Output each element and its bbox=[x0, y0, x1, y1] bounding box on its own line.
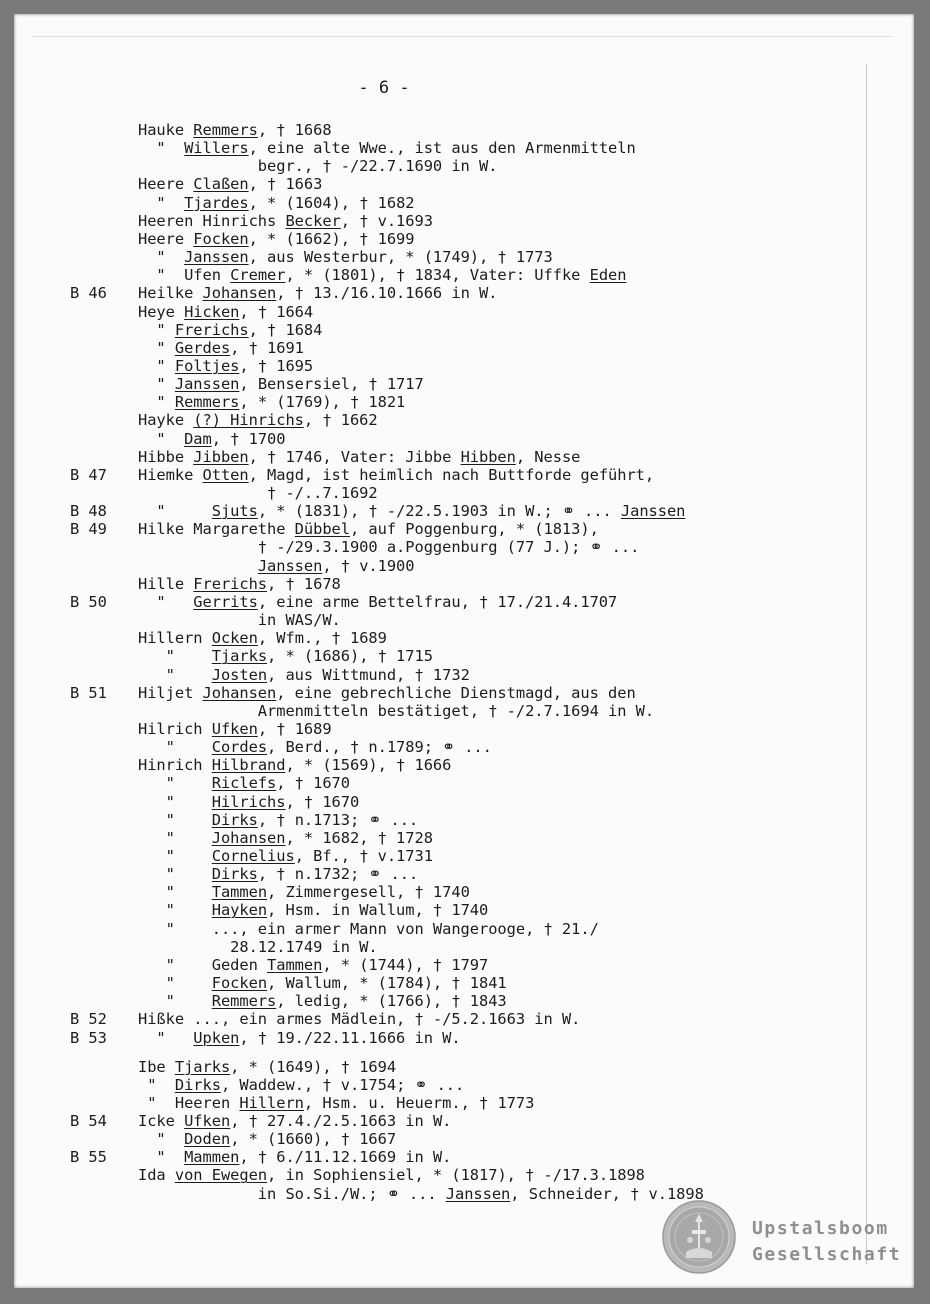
surname: Gerrits bbox=[193, 592, 258, 611]
entry-text bbox=[138, 194, 415, 212]
entry-fragment: , Magd, ist heimlich nach Buttforde geführt, bbox=[248, 465, 655, 484]
entry-fragment: , † 1684 bbox=[248, 320, 323, 339]
entry-code: B 47 bbox=[70, 465, 107, 484]
surname: Johansen bbox=[202, 284, 277, 303]
entry-text bbox=[138, 992, 507, 1010]
entry-fragment: , aus Westerbur, * (1749), † 1773 bbox=[248, 248, 553, 267]
entry-fragment: , Wallum, * (1784), † 1841 bbox=[267, 974, 507, 993]
entry-fragment: , * (1604), † 1682 bbox=[248, 193, 415, 212]
entry-fragment: , * (1686), † 1715 bbox=[267, 647, 433, 666]
surname: Foltjes bbox=[174, 356, 240, 375]
surname: Ufken bbox=[184, 1111, 231, 1130]
surname: Dirks bbox=[211, 810, 258, 829]
entry-fragment: " bbox=[138, 1130, 185, 1149]
entry-fragment: " bbox=[138, 974, 212, 993]
entry-fragment: begr., † -/22.7.1690 in W. bbox=[138, 157, 498, 176]
entry-text bbox=[138, 793, 359, 811]
entry-fragment: , † 27.4./2.5.1663 in W. bbox=[230, 1111, 452, 1130]
surname: Tjarks bbox=[211, 647, 268, 666]
surname: Claßen bbox=[193, 175, 249, 194]
entry-text bbox=[138, 303, 313, 321]
entry-fragment: , † 6./11.12.1669 in W. bbox=[239, 1148, 452, 1167]
entry-fragment: , auf Poggenburg, * (1813), bbox=[349, 520, 599, 539]
entry-text bbox=[138, 557, 415, 575]
entry-text bbox=[138, 720, 332, 738]
entry-fragment: " bbox=[138, 393, 175, 412]
entry-fragment: † -/29.3.1900 a.Poggenburg (77 J.); ⚭ ... bbox=[138, 538, 640, 557]
entry-text bbox=[138, 266, 626, 284]
entry-text bbox=[138, 1130, 396, 1148]
entry-fragment: , * (1744), † 1797 bbox=[322, 955, 489, 974]
surname: Cordes bbox=[211, 738, 268, 757]
entry-fragment: " bbox=[138, 792, 212, 811]
entry-fragment: Ibe bbox=[138, 1057, 175, 1076]
surname: Willers bbox=[184, 139, 249, 158]
entry-fragment: , * (1662), † 1699 bbox=[248, 229, 415, 248]
entry-fragment: " bbox=[138, 883, 212, 902]
surname: Remmers bbox=[211, 992, 277, 1011]
entry-text bbox=[138, 248, 553, 266]
entry-fragment: , † 1662 bbox=[303, 411, 378, 430]
entry-fragment: , † n.1732; ⚭ ... bbox=[257, 865, 419, 884]
surname: Remmers bbox=[193, 121, 258, 139]
entry-text bbox=[138, 121, 332, 139]
surname: Janssen bbox=[620, 502, 686, 521]
entry-fragment: Hayke bbox=[138, 411, 194, 430]
entry-text bbox=[138, 920, 599, 938]
surname: Josten bbox=[211, 665, 268, 684]
surname: Eden bbox=[589, 266, 627, 285]
surname: von Ewegen bbox=[174, 1166, 268, 1185]
entry-text bbox=[138, 938, 378, 956]
surname: Jibben bbox=[193, 447, 249, 466]
entry-text bbox=[138, 1112, 451, 1130]
entry-fragment: , Nesse bbox=[515, 447, 581, 466]
entry-text bbox=[138, 321, 322, 339]
entry-fragment: " Heeren bbox=[138, 1093, 240, 1112]
entry-fragment: , * (1649), † 1694 bbox=[230, 1057, 397, 1076]
entry-text bbox=[138, 139, 636, 157]
entry-code: B 54 bbox=[70, 1111, 107, 1130]
entry-text bbox=[138, 738, 492, 756]
entry-fragment: Heere bbox=[138, 175, 194, 194]
entry-fragment: , † 1700 bbox=[211, 429, 286, 448]
surname: Doden bbox=[184, 1130, 231, 1149]
entry-fragment: " bbox=[138, 338, 175, 357]
entry-fragment: , Berd., † n.1789; ⚭ ... bbox=[267, 738, 492, 757]
entry-text bbox=[138, 230, 414, 248]
entry-fragment: Heilke bbox=[138, 284, 203, 303]
surname: Ocken bbox=[211, 629, 258, 648]
surname: Hillern bbox=[239, 1093, 304, 1112]
entry-fragment: " bbox=[138, 774, 212, 793]
entry-text bbox=[138, 411, 378, 429]
entry-code: B 55 bbox=[70, 1148, 107, 1167]
entry-fragment: " bbox=[138, 738, 212, 757]
surname: Hicken bbox=[184, 302, 240, 321]
entry-text bbox=[138, 865, 418, 883]
entry-fragment: Hinrich bbox=[138, 756, 212, 775]
entry-code: B 49 bbox=[70, 520, 107, 539]
entry-fragment: Hilrich bbox=[138, 719, 212, 738]
entry-fragment: , † v.1900 bbox=[322, 556, 415, 575]
entry-fragment: , Bf., † v.1731 bbox=[294, 847, 433, 865]
entry-fragment: , † 1678 bbox=[267, 574, 341, 593]
surname: Otten bbox=[202, 465, 249, 484]
entry-fragment: 28.12.1749 in W. bbox=[138, 937, 378, 956]
entry-text bbox=[138, 1094, 534, 1112]
surname: Frerichs bbox=[174, 320, 249, 339]
page-right-rule bbox=[866, 64, 867, 1264]
surname: Dirks bbox=[211, 865, 258, 884]
surname: Cremer bbox=[230, 266, 286, 285]
entry-text bbox=[138, 538, 639, 556]
surname: Becker bbox=[285, 211, 341, 230]
surname: (?) Hinrichs bbox=[193, 411, 304, 430]
entry-text bbox=[138, 357, 313, 375]
entry-text bbox=[138, 883, 470, 901]
entry-fragment: " bbox=[138, 356, 175, 375]
entry-fragment: in WAS/W. bbox=[138, 611, 341, 630]
entry-fragment: , † 1691 bbox=[230, 338, 304, 357]
entry-fragment: , eine arme Bettelfrau, † 17./21.4.1707 bbox=[257, 592, 618, 611]
entry-fragment: , † 1664 bbox=[239, 302, 314, 321]
entry-fragment: , * 1682, † 1728 bbox=[285, 828, 433, 847]
entry-fragment: " bbox=[138, 665, 212, 684]
entry-text bbox=[138, 520, 599, 538]
entry-fragment: " Geden bbox=[138, 955, 268, 974]
entry-fragment: , * (1831), † -/22.5.1903 in W.; ⚭ ... bbox=[257, 502, 621, 521]
entry-fragment: " bbox=[138, 429, 185, 448]
entry-fragment: " bbox=[138, 193, 185, 212]
entry-fragment: " bbox=[138, 248, 185, 267]
entry-text bbox=[138, 901, 488, 919]
entry-fragment: , * (1569), † 1666 bbox=[285, 756, 452, 775]
entry-fragment: , Waddew., † v.1754; ⚭ ... bbox=[220, 1075, 465, 1094]
entry-text bbox=[138, 448, 580, 466]
entry-fragment: , Bensersiel, † 1717 bbox=[239, 375, 424, 394]
entry-fragment: , † 19./22.11.1666 in W. bbox=[239, 1028, 461, 1047]
entry-fragment: , Schneider, † v.1898 bbox=[510, 1184, 704, 1203]
entry-fragment: " bbox=[138, 375, 175, 394]
entry-fragment: Heye bbox=[138, 302, 185, 321]
surname: Focken bbox=[193, 229, 249, 248]
entry-code: B 53 bbox=[70, 1028, 107, 1047]
entry-fragment: , † 1746, Vater: Jibbe bbox=[248, 447, 461, 466]
entry-fragment: Hiemke bbox=[138, 465, 203, 484]
entry-fragment: " bbox=[138, 865, 212, 884]
entry-text bbox=[138, 829, 433, 847]
entry-fragment: " bbox=[138, 647, 212, 666]
entry-fragment: " bbox=[138, 828, 212, 847]
entry-fragment: " bbox=[138, 847, 212, 865]
entry-text bbox=[138, 756, 451, 774]
entry-text bbox=[138, 774, 350, 792]
entry-text bbox=[138, 212, 433, 230]
entry-fragment: , aus Wittmund, † 1732 bbox=[267, 665, 470, 684]
entry-text bbox=[138, 1148, 451, 1166]
entry-text bbox=[138, 629, 387, 647]
surname: Sjuts bbox=[211, 502, 258, 521]
entry-text bbox=[138, 575, 341, 593]
register-entries bbox=[14, 14, 914, 1288]
entry-text bbox=[138, 1076, 464, 1094]
entry-fragment: , Wfm., † 1689 bbox=[257, 629, 387, 648]
surname: Tjardes bbox=[184, 193, 249, 212]
entry-fragment: , † 1670 bbox=[285, 792, 360, 811]
entry-text bbox=[138, 847, 433, 865]
surname: Riclefs bbox=[211, 774, 277, 793]
entry-code: B 50 bbox=[70, 592, 107, 611]
entry-fragment: Icke bbox=[138, 1111, 185, 1130]
surname: Dirks bbox=[174, 1075, 221, 1094]
entry-fragment: , Hsm. u. Heuerm., † 1773 bbox=[303, 1093, 535, 1112]
surname: Dübbel bbox=[294, 520, 350, 539]
entry-fragment: Hibbe bbox=[138, 447, 194, 466]
entry-text bbox=[138, 339, 304, 357]
entry-text bbox=[138, 1185, 704, 1203]
entry-fragment: , * (1801), † 1834, Vater: Uffke bbox=[285, 266, 590, 285]
entry-fragment: , † 1663 bbox=[248, 175, 323, 194]
entry-text bbox=[138, 502, 685, 520]
entry-fragment: " bbox=[138, 502, 212, 521]
entry-text bbox=[138, 702, 654, 720]
entry-fragment: , ledig, * (1766), † 1843 bbox=[276, 992, 507, 1011]
entry-text bbox=[138, 647, 433, 665]
entry-text bbox=[138, 284, 497, 302]
surname: Johansen bbox=[211, 828, 286, 847]
page-number: - 6 - bbox=[358, 78, 410, 98]
entry-code: B 51 bbox=[70, 683, 107, 702]
entry-fragment: , * (1769), † 1821 bbox=[239, 393, 406, 412]
entry-fragment: " bbox=[138, 139, 185, 158]
surname: Tammen bbox=[211, 883, 268, 902]
entry-text bbox=[138, 430, 285, 448]
entry-fragment: Hiljet bbox=[138, 683, 203, 702]
entry-fragment: , † 1695 bbox=[239, 356, 314, 375]
entry-fragment: Hißke ..., ein armes Mädlein, † -/5.2.1663 in W. bbox=[138, 1010, 581, 1029]
surname: Hibben bbox=[460, 447, 516, 466]
entry-fragment: , eine gebrechliche Dienstmagd, aus den bbox=[276, 683, 636, 702]
entry-fragment: , † v.1693 bbox=[340, 211, 433, 230]
entry-fragment: " bbox=[138, 810, 212, 829]
entry-fragment: " Ufen bbox=[138, 266, 231, 285]
document-page bbox=[14, 14, 914, 1288]
entry-fragment: , * (1660), † 1667 bbox=[230, 1130, 397, 1149]
surname: Hilbrand bbox=[211, 756, 286, 775]
entry-fragment: " bbox=[138, 901, 212, 920]
upstalsboom-seal-icon bbox=[662, 1200, 736, 1274]
entry-text bbox=[138, 956, 488, 974]
entry-text bbox=[138, 666, 470, 684]
entry-fragment: , † 13./16.10.1666 in W. bbox=[276, 284, 498, 303]
entry-text bbox=[138, 484, 378, 502]
surname: Cornelius bbox=[211, 847, 295, 865]
entry-text bbox=[138, 684, 636, 702]
entry-fragment: , † n.1713; ⚭ ... bbox=[257, 810, 419, 829]
surname: Hilrichs bbox=[211, 792, 286, 811]
entry-text bbox=[138, 466, 654, 484]
entry-fragment: " ..., ein armer Mann von Wangerooge, † 21./ bbox=[138, 919, 599, 938]
entry-fragment: " bbox=[138, 320, 175, 339]
surname: Janssen bbox=[174, 375, 240, 394]
surname: Remmers bbox=[174, 393, 240, 412]
surname: Mammen bbox=[184, 1148, 240, 1167]
surname: Janssen bbox=[184, 248, 249, 267]
entry-text bbox=[138, 175, 322, 193]
entry-text bbox=[138, 393, 405, 411]
surname: Janssen bbox=[257, 556, 323, 575]
entry-fragment: Hilke Margarethe bbox=[138, 520, 295, 539]
entry-fragment: , † 1670 bbox=[276, 774, 350, 793]
entry-fragment: Heere bbox=[138, 229, 194, 248]
entry-fragment: " bbox=[138, 1148, 185, 1167]
entry-code: B 46 bbox=[70, 284, 107, 303]
surname: Frerichs bbox=[193, 574, 268, 593]
entry-fragment: Heeren Hinrichs bbox=[138, 211, 286, 230]
surname: Upken bbox=[193, 1028, 240, 1047]
entry-fragment: Ida bbox=[138, 1166, 175, 1185]
surname: Dam bbox=[184, 429, 212, 448]
entry-text bbox=[138, 1166, 645, 1184]
surname: Janssen bbox=[445, 1184, 511, 1203]
entry-text bbox=[138, 611, 341, 629]
entry-fragment: " bbox=[138, 992, 212, 1011]
entry-text bbox=[138, 1010, 580, 1028]
entry-text bbox=[138, 1029, 461, 1047]
entry-fragment: , Zimmergesell, † 1740 bbox=[267, 883, 470, 902]
entry-fragment: in So.Si./W.; ⚭ ... bbox=[138, 1184, 446, 1203]
entry-fragment bbox=[138, 557, 258, 575]
entry-fragment: , eine alte Wwe., ist aus den Armenmitteln bbox=[248, 139, 636, 158]
entry-fragment: Hillern bbox=[138, 629, 212, 648]
entry-fragment: " bbox=[138, 592, 194, 611]
entry-code: B 48 bbox=[70, 502, 107, 521]
logo-text-line1: Upstalsboom bbox=[752, 1218, 889, 1239]
surname: Hayken bbox=[211, 901, 268, 920]
entry-fragment: , † 1689 bbox=[257, 719, 332, 738]
entry-text bbox=[138, 375, 424, 393]
entry-text bbox=[138, 974, 507, 992]
entry-text bbox=[138, 157, 497, 175]
entry-text bbox=[138, 1058, 396, 1076]
logo-text-line2: Gesellschaft bbox=[752, 1244, 902, 1265]
surname: Tammen bbox=[267, 955, 323, 974]
entry-fragment: " bbox=[138, 1075, 175, 1094]
entry-code: B 52 bbox=[70, 1010, 107, 1029]
surname: Johansen bbox=[202, 683, 277, 702]
entry-text bbox=[138, 593, 617, 611]
surname: Gerdes bbox=[174, 338, 231, 357]
entry-fragment: Armenmitteln bestätiget, † -/2.7.1694 in W. bbox=[138, 701, 655, 720]
entry-fragment: , in Sophiensiel, * (1817), † -/17.3.1898 bbox=[267, 1166, 645, 1185]
entry-fragment: , Hsm. in Wallum, † 1740 bbox=[267, 901, 489, 920]
surname: Focken bbox=[211, 974, 268, 993]
entry-fragment: Hille bbox=[138, 574, 194, 593]
entry-fragment: Hauke bbox=[138, 121, 194, 139]
entry-fragment: † -/..7.1692 bbox=[138, 484, 378, 502]
entry-fragment: , † 1668 bbox=[257, 121, 332, 139]
entry-text bbox=[138, 811, 418, 829]
surname: Tjarks bbox=[174, 1057, 231, 1076]
surname: Ufken bbox=[211, 719, 258, 738]
entry-fragment: " bbox=[138, 1028, 194, 1047]
